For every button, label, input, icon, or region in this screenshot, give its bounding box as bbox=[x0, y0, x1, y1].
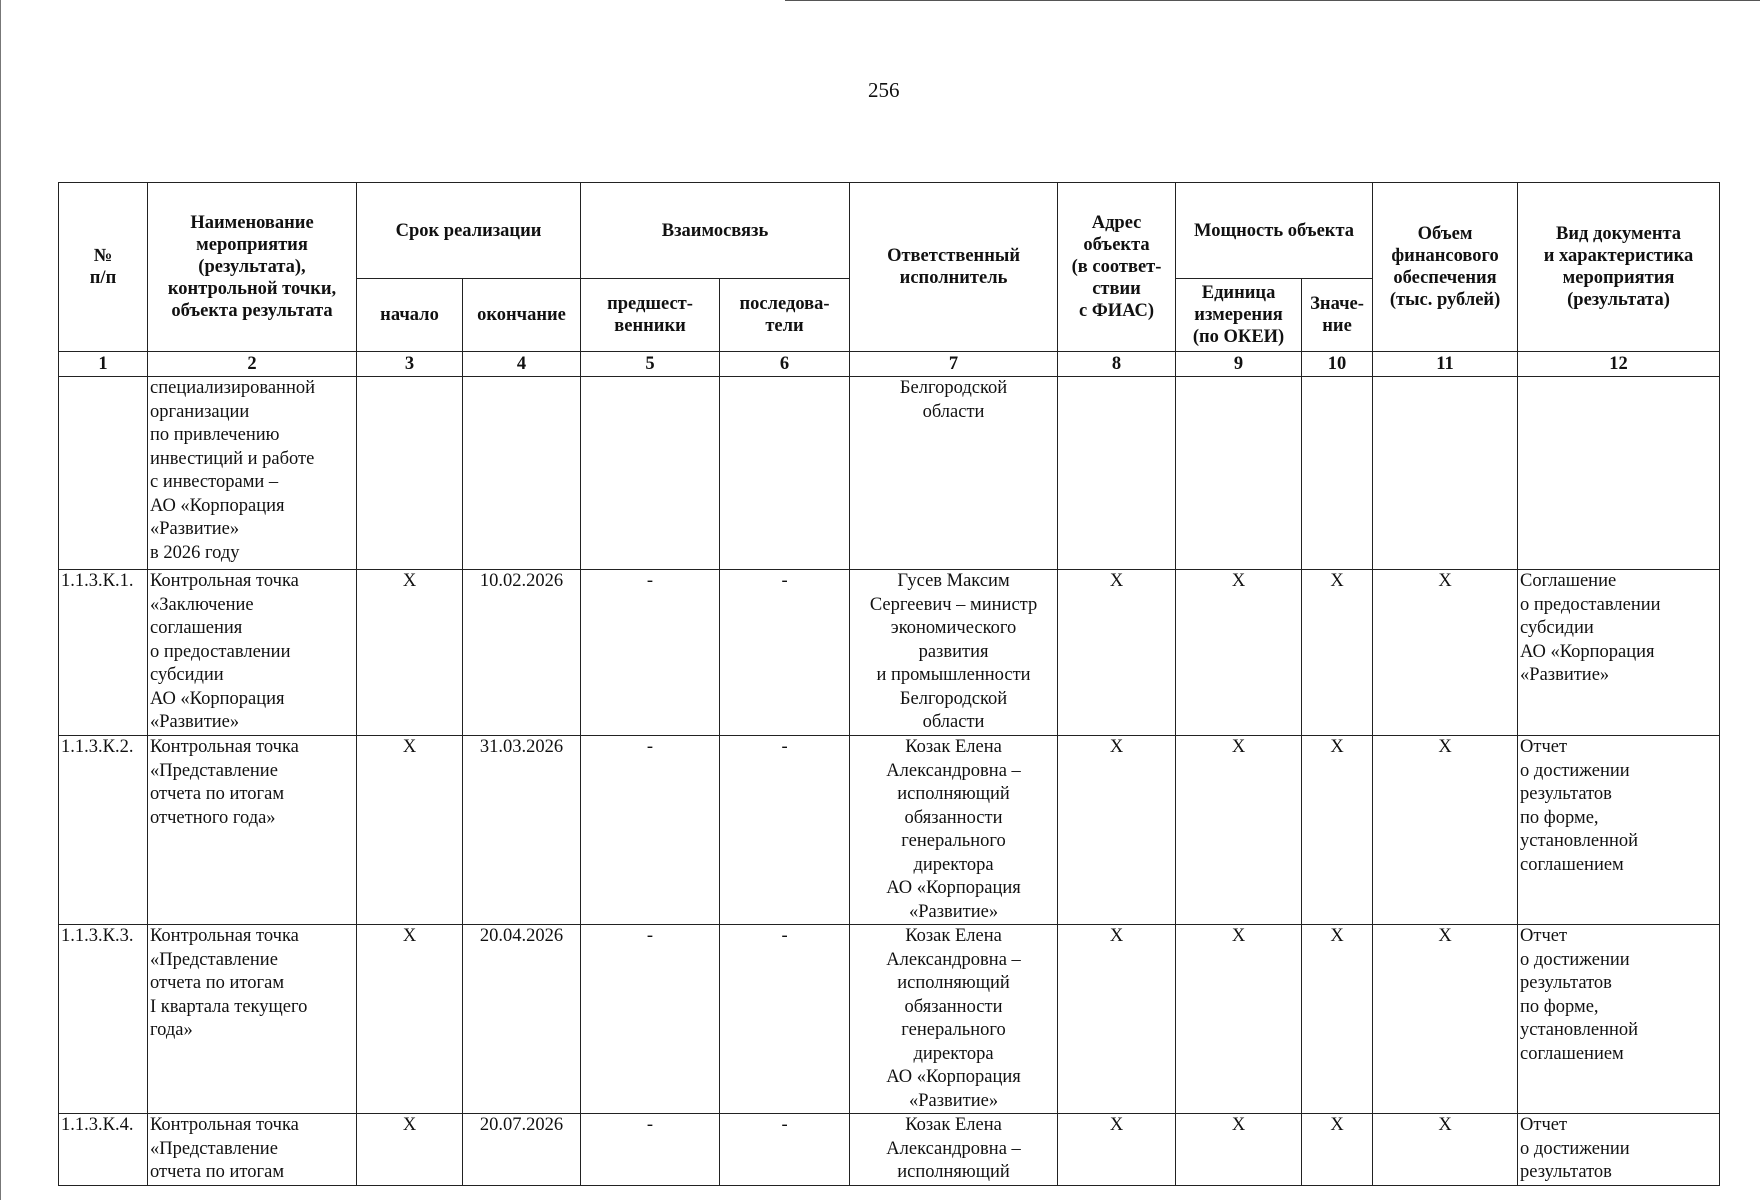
table-row bbox=[59, 925, 1720, 1114]
header-responsible: Ответственный исполнитель bbox=[850, 183, 1058, 352]
cell-name: специализированной организации по привлечению инвестиций и работе с инвесторами – АО «Корпорация «Развитие» в 2026 году bbox=[148, 377, 357, 570]
cell-address: X bbox=[1058, 570, 1176, 736]
cell-address: X bbox=[1058, 1114, 1176, 1186]
cell-responsible: Козак Елена Александровна – исполняющий обязанности генерального директора АО «Корпорация «Развитие» bbox=[850, 925, 1058, 1114]
cell-name: Контрольная точка «Представление отчета по итогам bbox=[148, 1114, 357, 1186]
header-link: Взаимосвязь bbox=[581, 183, 850, 279]
cell-pred: - bbox=[581, 1114, 720, 1186]
column-number-row bbox=[59, 352, 1720, 377]
cell-pred bbox=[581, 377, 720, 570]
cell-name: Контрольная точка «Представление отчета по итогам отчетного года» bbox=[148, 736, 357, 925]
cell-succ: - bbox=[720, 736, 850, 925]
header-doc: Вид документа и характеристика мероприятия (результата) bbox=[1518, 183, 1720, 352]
cell-doc: Отчет о достижении результатов по форме, установленной соглашением bbox=[1518, 736, 1720, 925]
cell-num: 1.1.3.К.1. bbox=[59, 570, 148, 736]
col-number: 4 bbox=[463, 352, 581, 377]
cell-start: X bbox=[357, 736, 463, 925]
header-capacity: Мощность объекта bbox=[1176, 183, 1373, 279]
top-border-line bbox=[785, 0, 1760, 1]
cell-address: X bbox=[1058, 736, 1176, 925]
cell-end: 31.03.2026 bbox=[463, 736, 581, 925]
plan-table bbox=[58, 182, 1720, 1186]
cell-num: 1.1.3.К.2. bbox=[59, 736, 148, 925]
table-row bbox=[59, 570, 1720, 736]
cell-succ: - bbox=[720, 925, 850, 1114]
col-number: 9 bbox=[1176, 352, 1302, 377]
header-term-end: окончание bbox=[463, 279, 581, 352]
cell-num: 1.1.3.К.3. bbox=[59, 925, 148, 1114]
left-edge-line bbox=[0, 0, 1, 1200]
header-cap-value: Значе- ние bbox=[1302, 279, 1373, 352]
header-num: № п/п bbox=[59, 183, 148, 352]
cell-finance: X bbox=[1373, 736, 1518, 925]
cell-name: Контрольная точка «Представление отчета по итогам I квартала текущего года» bbox=[148, 925, 357, 1114]
cell-doc bbox=[1518, 377, 1720, 570]
cell-unit: X bbox=[1176, 736, 1302, 925]
cell-finance bbox=[1373, 377, 1518, 570]
cell-start: X bbox=[357, 925, 463, 1114]
col-number: 6 bbox=[720, 352, 850, 377]
cell-end: 20.07.2026 bbox=[463, 1114, 581, 1186]
col-number: 5 bbox=[581, 352, 720, 377]
cell-responsible: Козак Елена Александровна – исполняющий bbox=[850, 1114, 1058, 1186]
cell-doc: Отчет о достижении результатов bbox=[1518, 1114, 1720, 1186]
cell-start bbox=[357, 377, 463, 570]
cell-address bbox=[1058, 377, 1176, 570]
header-link-pred: предшест- венники bbox=[581, 279, 720, 352]
header-row-1 bbox=[59, 183, 1720, 279]
cell-succ: - bbox=[720, 570, 850, 736]
table-row bbox=[59, 377, 1720, 570]
cell-value: X bbox=[1302, 925, 1373, 1114]
cell-pred: - bbox=[581, 570, 720, 736]
header-term-start: начало bbox=[357, 279, 463, 352]
table-row bbox=[59, 736, 1720, 925]
cell-unit bbox=[1176, 377, 1302, 570]
cell-finance: X bbox=[1373, 1114, 1518, 1186]
col-number: 10 bbox=[1302, 352, 1373, 377]
cell-end bbox=[463, 377, 581, 570]
cell-unit: X bbox=[1176, 1114, 1302, 1186]
cell-succ bbox=[720, 377, 850, 570]
header-name: Наименование мероприятия (результата), контрольной точки, объекта результата bbox=[148, 183, 357, 352]
col-number: 8 bbox=[1058, 352, 1176, 377]
cell-value: X bbox=[1302, 570, 1373, 736]
col-number: 12 bbox=[1518, 352, 1720, 377]
cell-responsible: Гусев Максим Сергеевич – министр экономического развития и промышленности Белгородской области bbox=[850, 570, 1058, 736]
cell-name: Контрольная точка «Заключение соглашения о предоставлении субсидии АО «Корпорация «Развитие» bbox=[148, 570, 357, 736]
cell-value bbox=[1302, 377, 1373, 570]
cell-responsible: Белгородской области bbox=[850, 377, 1058, 570]
cell-value: X bbox=[1302, 1114, 1373, 1186]
page-number: 256 bbox=[868, 78, 900, 102]
cell-doc: Соглашение о предоставлении субсидии АО «Корпорация «Развитие» bbox=[1518, 570, 1720, 736]
cell-finance: X bbox=[1373, 570, 1518, 736]
cell-start: X bbox=[357, 1114, 463, 1186]
cell-address: X bbox=[1058, 925, 1176, 1114]
col-number: 3 bbox=[357, 352, 463, 377]
header-term: Срок реализации bbox=[357, 183, 581, 279]
cell-start: X bbox=[357, 570, 463, 736]
col-number: 2 bbox=[148, 352, 357, 377]
header-address: Адрес объекта (в соответ- ствии с ФИАС) bbox=[1058, 183, 1176, 352]
cell-doc: Отчет о достижении результатов по форме, установленной соглашением bbox=[1518, 925, 1720, 1114]
col-number: 7 bbox=[850, 352, 1058, 377]
cell-num bbox=[59, 377, 148, 570]
col-number: 11 bbox=[1373, 352, 1518, 377]
header-link-succ: последова- тели bbox=[720, 279, 850, 352]
cell-responsible: Козак Елена Александровна – исполняющий обязанности генерального директора АО «Корпорация «Развитие» bbox=[850, 736, 1058, 925]
cell-succ: - bbox=[720, 1114, 850, 1186]
cell-finance: X bbox=[1373, 925, 1518, 1114]
cell-value: X bbox=[1302, 736, 1373, 925]
cell-num: 1.1.3.К.4. bbox=[59, 1114, 148, 1186]
cell-end: 20.04.2026 bbox=[463, 925, 581, 1114]
cell-end: 10.02.2026 bbox=[463, 570, 581, 736]
header-cap-unit: Единица измерения (по ОКЕИ) bbox=[1176, 279, 1302, 352]
cell-unit: X bbox=[1176, 925, 1302, 1114]
col-number: 1 bbox=[59, 352, 148, 377]
cell-pred: - bbox=[581, 736, 720, 925]
cell-unit: X bbox=[1176, 570, 1302, 736]
header-finance: Объем финансового обеспечения (тыс. рублей) bbox=[1373, 183, 1518, 352]
cell-pred: - bbox=[581, 925, 720, 1114]
table-row bbox=[59, 1114, 1720, 1186]
